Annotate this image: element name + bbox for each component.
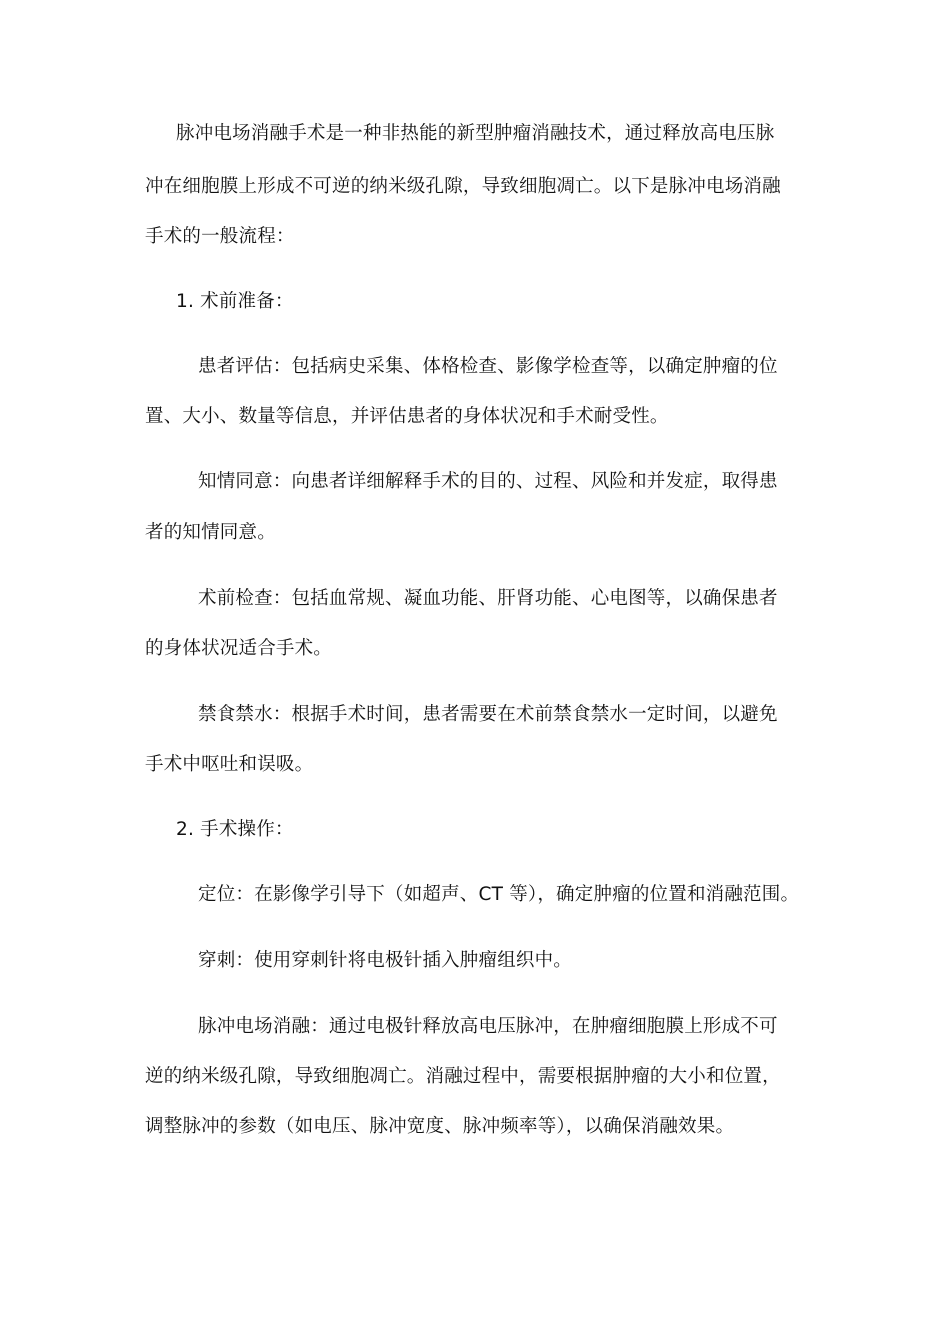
paragraph-line: 穿刺：使用穿刺针将电极针插入肿瘤组织中。 bbox=[198, 950, 573, 971]
paragraph-line: 置、大小、数量等信息，并评估患者的身体状况和手术耐受性。 bbox=[145, 406, 669, 427]
paragraph-line: 者的知情同意。 bbox=[145, 522, 276, 543]
intro-line: 手术的一般流程： bbox=[145, 226, 295, 247]
intro-line: 冲在细胞膜上形成不可逆的纳米级孔隙，导致细胞凋亡。以下是脉冲电场消融 bbox=[145, 176, 781, 197]
paragraph-line: 知情同意：向患者详细解释手术的目的、过程、风险和并发症，取得患 bbox=[198, 471, 778, 492]
paragraph-line: 逆的纳米级孔隙，导致细胞凋亡。消融过程中，需要根据肿瘤的大小和位置， bbox=[145, 1066, 781, 1087]
paragraph-line: 术前检查：包括血常规、凝血功能、肝肾功能、心电图等，以确保患者 bbox=[198, 588, 778, 609]
paragraph-line: 禁食禁水：根据手术时间，患者需要在术前禁食禁水一定时间，以避免 bbox=[198, 704, 778, 725]
section-heading-operation: 2. 手术操作： bbox=[176, 819, 294, 840]
intro-line: 脉冲电场消融手术是一种非热能的新型肿瘤消融技术，通过释放高电压脉 bbox=[176, 123, 775, 144]
paragraph-line: 定位：在影像学引导下（如超声、CT 等），确定肿瘤的位置和消融范围。 bbox=[198, 884, 800, 905]
paragraph-line: 调整脉冲的参数（如电压、脉冲宽度、脉冲频率等），以确保消融效果。 bbox=[145, 1116, 735, 1137]
paragraph-line: 脉冲电场消融：通过电极针释放高电压脉冲，在肿瘤细胞膜上形成不可 bbox=[198, 1016, 778, 1037]
section-heading-preop: 1. 术前准备： bbox=[176, 291, 294, 312]
paragraph-line: 的身体状况适合手术。 bbox=[145, 638, 333, 659]
paragraph-line: 手术中呕吐和误吸。 bbox=[145, 754, 314, 775]
paragraph-line: 患者评估：包括病史采集、体格检查、影像学检查等，以确定肿瘤的位 bbox=[198, 356, 778, 377]
